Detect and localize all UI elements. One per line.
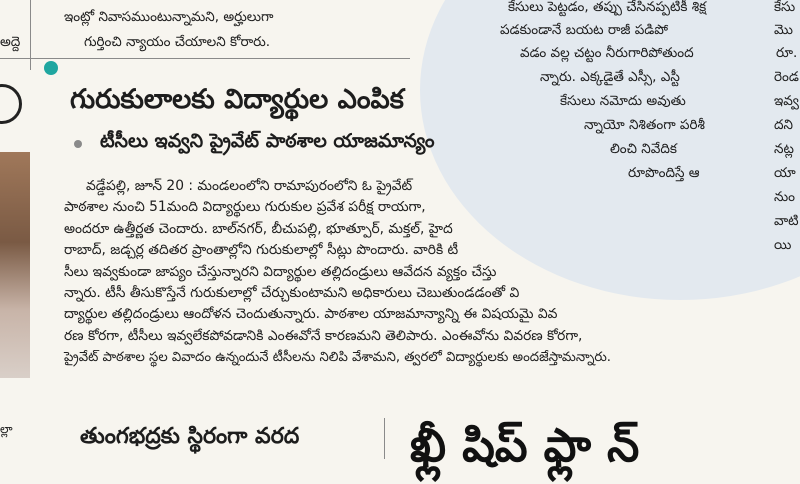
top-left-line-2: గుర్తించి న్యాయం చేయాలని కోరారు. bbox=[84, 34, 271, 50]
teal-dot-icon bbox=[44, 61, 58, 75]
top-divider bbox=[0, 58, 410, 59]
body-line: రాబాద్, జడ్చర్ల తదితర ప్రాంతాల్లోని గురుకులాల్లో సీట్లు పొందారు. వారికి టీ bbox=[64, 242, 459, 259]
right-edge-line: వాటి bbox=[774, 213, 799, 229]
right-edge-line: ఇవ్వ bbox=[774, 93, 799, 109]
article-body bbox=[64, 176, 611, 369]
body-line: సీలు ఇవ్వకుండా జాప్యం చేస్తున్నారని విద్యార్థుల తల్లిదండ్రులు ఆవేదన వ్యక్తం చేస్తు bbox=[64, 263, 497, 280]
big-headline-fragment: ఖ్లీ షిప్ ఫ్లా న్ bbox=[410, 418, 640, 472]
right-column-line-4: న్నారు. ఎక్కడైతే ఎస్సీ, ఎస్టీ bbox=[540, 69, 680, 85]
body-line: పాఠశాల నుంచి 51మంది విద్యార్థులు గురుకుల ప్రవేశ పరీక్ష రాయగా, bbox=[64, 199, 426, 216]
article-subhead: టీసీలు ఇవ్వని ప్రైవేట్ పాఠశాల యాజమాన్యం bbox=[100, 130, 435, 152]
top-left-line-1: ఇంట్లో నివాసముంటున్నామని, అర్హులుగా bbox=[64, 9, 274, 25]
right-edge-line: రూ. bbox=[776, 45, 798, 61]
right-edge-line: యా bbox=[774, 165, 796, 181]
body-line: ప్రైవేట్ పాఠశాల స్థల వివాదం ఉన్నందునే టీసీలను నిలిపి వేశామని, త్వరలో విద్యార్థులకు అందజేస్తామన్నారు. bbox=[64, 350, 611, 366]
left-edge-fragment: అద్దె bbox=[0, 34, 21, 50]
right-column-line-8: రూపొందిస్తే ఆ bbox=[628, 165, 700, 181]
circle-icon bbox=[0, 84, 22, 124]
right-edge-line: యి bbox=[774, 237, 792, 253]
next-headline: తుంగభద్రకు స్థిరంగా వరద bbox=[80, 424, 300, 449]
right-edge-line: నుం bbox=[774, 189, 795, 205]
article-headline: గురుకులాలకు విద్యార్థుల ఎంపిక bbox=[70, 84, 404, 115]
body-line: అందరూ ఉత్తీర్ణత చెందారు. బాల్‌నగర్, బీచుపల్లి, భూత్పూర్, మక్తల్, హైద bbox=[64, 220, 453, 237]
right-edge-line: రెండ bbox=[774, 69, 799, 85]
right-edge-line: కేసు bbox=[774, 0, 796, 15]
body-line: న్నారు. టీసీ తీసుకొస్తేనే గురుకులాల్లో చేర్చుకుంటామని అధికారులు చెబుతుండడంతో వి bbox=[64, 285, 520, 302]
right-edge-line: నట్ల bbox=[774, 141, 794, 157]
right-edge-line: దని bbox=[774, 117, 794, 133]
right-column-line-6: న్నాయో నిశితంగా పరిశీ bbox=[584, 117, 705, 133]
body-line: ద్యార్థుల తల్లిదండ్రులు ఆందోళన చెందుతున్నారు. పాఠశాల యాజమాన్యాన్ని ఈ విషయమై వివ bbox=[64, 306, 558, 323]
column-divider bbox=[384, 418, 385, 459]
right-edge-line: మొ bbox=[774, 22, 793, 38]
right-column-line-5: కేసులు నమోదు అవుతు bbox=[560, 93, 686, 109]
body-line: వడ్డేపల్లి, జూన్ 20 : మండలంలోని రామాపురంలోని ఓ ప్రైవేట్ bbox=[86, 178, 413, 194]
photo-edge bbox=[0, 152, 30, 378]
body-line: రణ కోరగా, టీసీలు ఇవ్వలేకపోవడానికి ఎంఈవోనే కారణమని తెలిపారు. ఎంఈవోను వివరణ కోరగా, bbox=[64, 327, 583, 344]
right-column-line-2: పడకుండానే బయట రాజీ పడిపో bbox=[500, 22, 669, 38]
left-column-divider bbox=[30, 0, 31, 70]
left-edge-bottom-fragment: ల్లా bbox=[0, 422, 13, 436]
right-column-line-3: వడం వల్ల చట్టం నీరుగారిపోతుంద bbox=[520, 45, 694, 61]
bullet-icon bbox=[74, 140, 82, 148]
right-column-line-1: కేసులు పెట్టడం, తప్పు చేసినప్పటికీ శిక్ష bbox=[508, 0, 707, 15]
right-column-line-7: లించి నివేదిక bbox=[610, 141, 677, 157]
